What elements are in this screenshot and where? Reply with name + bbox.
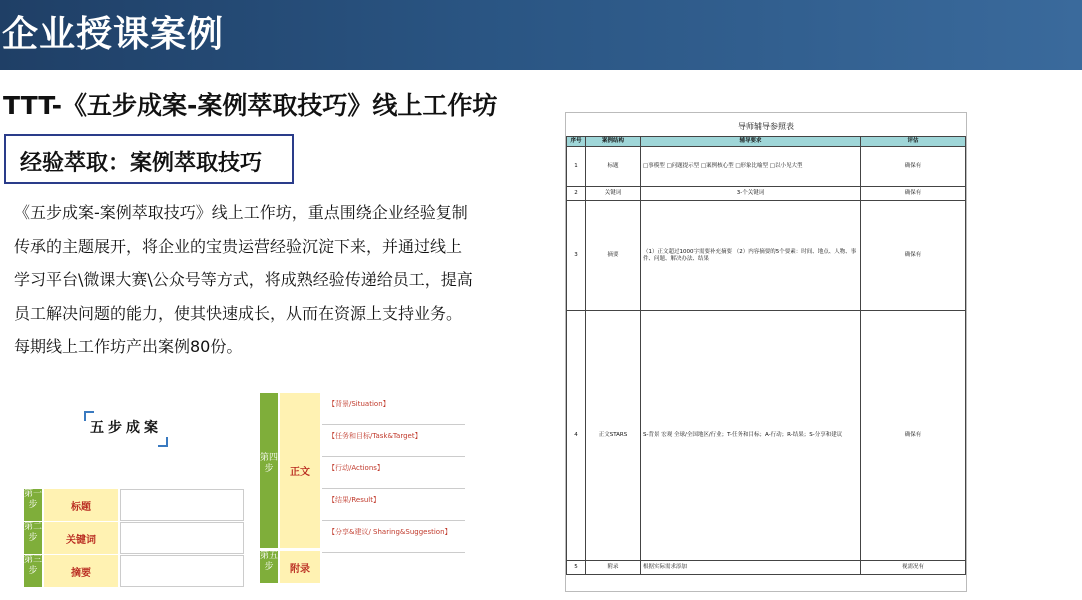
table-cell: （1）正文超过1000字需要补充摘要 （2）内容摘要的5个要素：时间、地点、人物、事件、问题、解决办法、结果	[641, 201, 861, 311]
header-cell: 评估	[861, 137, 966, 147]
step-number: 第三步	[24, 555, 42, 587]
step-content-box	[120, 522, 244, 554]
step-row	[24, 555, 244, 587]
step-row	[24, 489, 244, 521]
header-cell: 案例结构	[586, 137, 641, 147]
step-number: 第五步	[260, 551, 278, 583]
step-label: 摘要	[44, 555, 118, 587]
step-label: 正文	[280, 393, 320, 548]
table-cell: 正文STARS	[586, 311, 641, 561]
table-header-row	[567, 137, 966, 147]
step-number: 第一步	[24, 489, 42, 521]
list-item: 【行动/Actions】	[322, 457, 465, 489]
table-row	[567, 561, 966, 575]
sheet-title: 导师辅导参照表	[738, 122, 794, 131]
page-title: 企业授课案例	[2, 14, 225, 55]
five-steps-title-text: 五步成案	[90, 420, 162, 436]
section-box-label: 经验萃取：案例萃取技巧	[20, 151, 263, 176]
reference-table	[566, 136, 966, 575]
corner-bracket	[158, 437, 168, 447]
table-cell: 摘要	[586, 201, 641, 311]
step-label: 标题	[44, 489, 118, 521]
table-cell: 1	[567, 147, 586, 187]
description-paragraph: 《五步成案-案例萃取技巧》线上工作坊，重点围绕企业经验复制传承的主题展开，将企业的宝贵运营经验沉淀下来，并通过线上学习平台\微课大赛\公众号等方式，将成熟经验传递给员工，提高员工解决问题的能力，使其快速成长，从而在资源上支持业务。每期线上工作坊产出案例80份。	[14, 203, 473, 357]
header-cell: 序号	[567, 137, 586, 147]
header-cell: 辅导要求	[641, 137, 861, 147]
list-item: 【任务和目标/Task&Target】	[322, 425, 465, 457]
table-row	[567, 201, 966, 311]
step-number: 第二步	[24, 522, 42, 554]
table-cell: 附录	[586, 561, 641, 575]
step-label: 附录	[280, 551, 320, 583]
table-cell: 2	[567, 187, 586, 201]
corner-bracket	[84, 411, 94, 421]
step4-items	[322, 393, 465, 553]
table-cell: 标题	[586, 147, 641, 187]
list-item: 【结果/Result】	[322, 489, 465, 521]
step4-5-slide	[260, 393, 465, 583]
table-cell: 3	[567, 201, 586, 311]
list-item: 【分享&建议/ Sharing&Suggestion】	[322, 521, 465, 553]
step-row	[24, 522, 244, 554]
list-item: 【背景/Situation】	[322, 393, 465, 425]
table-cell: S-背景 宏观 全球/全国地区/行业；T-任务和目标；A-行动；R-结果；S-分享和建议	[641, 311, 861, 561]
table-cell: 确保有	[861, 147, 966, 187]
five-steps-title	[90, 417, 162, 443]
course-subtitle: TTT-《五步成案-案例萃取技巧》线上工作坊	[3, 91, 498, 120]
table-row	[567, 147, 966, 187]
step-number: 第四步	[260, 393, 278, 548]
step-content-box	[120, 555, 244, 587]
table-cell: 视需况有	[861, 561, 966, 575]
table-cell: 关键词	[586, 187, 641, 201]
table-cell: 确保有	[861, 201, 966, 311]
table-row	[567, 187, 966, 201]
table-row	[567, 311, 966, 561]
mentor-reference-sheet	[565, 112, 967, 592]
table-cell: 根据实际需求添加	[641, 561, 861, 575]
table-cell: 4	[567, 311, 586, 561]
header-banner	[0, 0, 1082, 70]
section-box	[4, 134, 294, 184]
table-cell: 5	[567, 561, 586, 575]
table-cell: 确保有	[861, 187, 966, 201]
table-cell: □事模型 □问题提示型 □案例核心型 □形象比喻型 □以小见大型	[641, 147, 861, 187]
table-cell: 3-个关键词	[641, 187, 861, 201]
step-label: 关键词	[44, 522, 118, 554]
step-content-box	[120, 489, 244, 521]
table-cell: 确保有	[861, 311, 966, 561]
